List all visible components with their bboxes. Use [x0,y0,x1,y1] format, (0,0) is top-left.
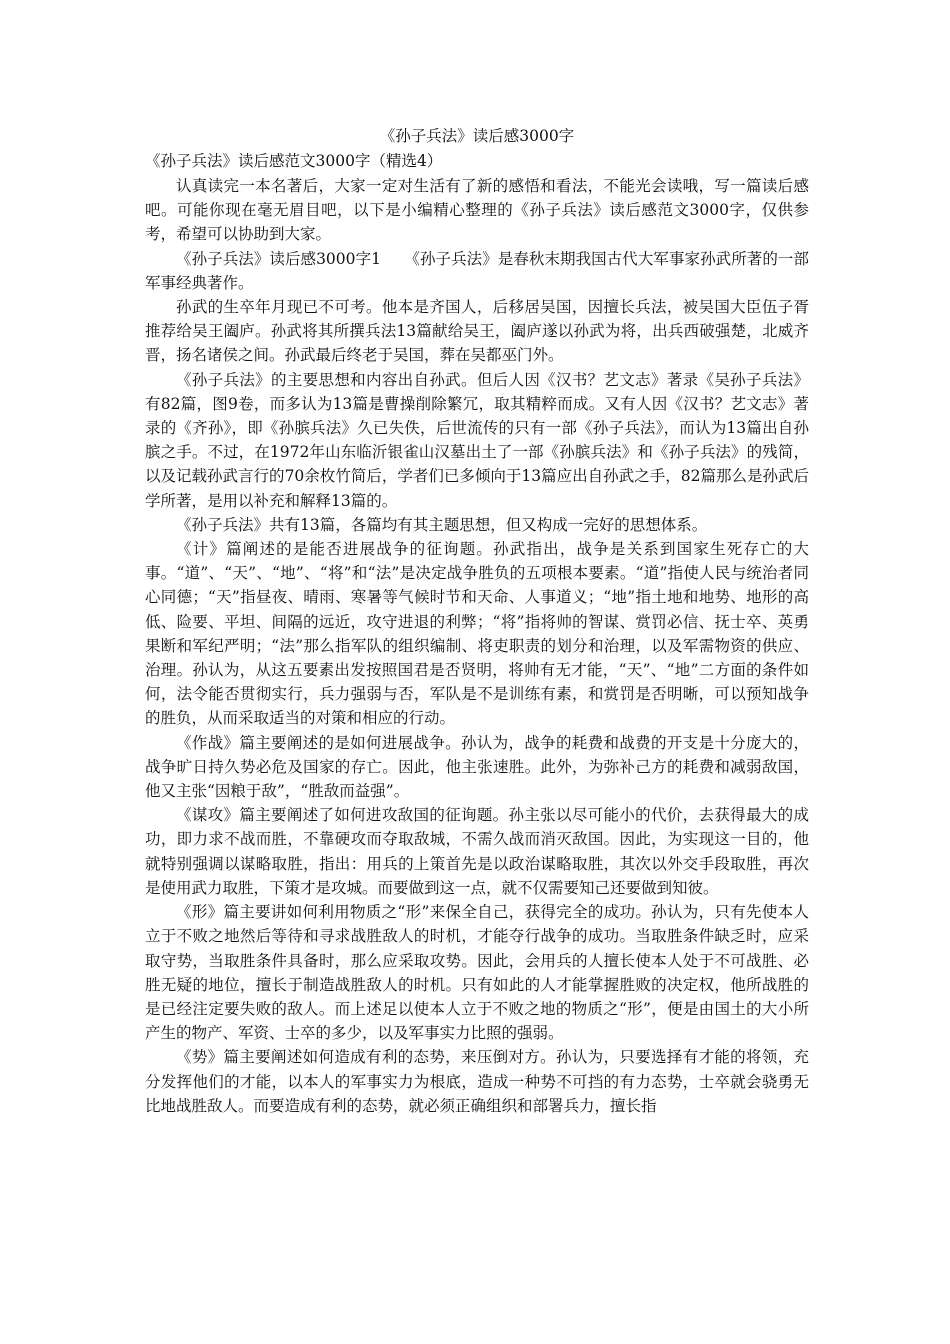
paragraph-ji-chapter: 《计》篇阐述的是能否进展战争的征询题。孙武指出，战争是关系到国家生死存亡的大事。“道”、“天”、“地”、“将”和“法”是决定战争胜负的五项根本要素。“道”指使人民与统治者同心同德；“天”指昼夜、晴雨、寒暑等气候时节和天命、人事道义；“地”指土地和地势、地形的高低、险要、平坦、间隔的远近，攻守进退的利弊；“将”指将帅的智谋、赏罚必信、抚士卒、英勇果断和军纪严明；“法”那么指军队的组织编制、将吏职责的划分和治理，以及军需物资的供应、治理。孙认为，从这五要素出发按照国君是否贤明，将帅有无才能，“天”、“地”二方面的条件如何，法令能否贯彻实行，兵力强弱与否，军队是不是训练有素，和赏罚是否明晰，可以预知战争的胜负，从而采取适当的对策和相应的行动。 [145,540,809,728]
document-title: 《孙子兵法》读后感3000字 [379,127,575,145]
document-page [145,124,809,1118]
paragraph-shi-chapter: 《势》篇主要阐述如何造成有利的态势，来压倒对方。孙认为，只要选择有才能的将领，充分发挥他们的才能，以本人的军事实力为根底，造成一种势不可挡的有力态势，士卒就会骁勇无比地战胜敌人。而要造成有利的态势，就必须正确组织和部署兵力，擅长指 [145,1048,809,1115]
document-subtitle: 《孙子兵法》读后感范文3000字（精选4） [145,152,443,170]
paragraph-intro: 认真读完一本名著后，大家一定对生活有了新的感悟和看法，不能光会读哦，写一篇读后感吧。可能你现在毫无眉目吧，以下是小编精心整理的《孙子兵法》读后感范文3000字，仅供参考，希望可以协助到大家。 [145,177,809,244]
paragraph-authorship: 《孙子兵法》的主要思想和内容出自孙武。但后人因《汉书？艺文志》著录《吴孙子兵法》有82篇，图9卷，而多认为13篇是曹操削除繁冗，取其精粹而成。又有人因《汉书？艺文志》著录的《齐孙》，即《孙膑兵法》久已失佚，后世流传的只有一部《孙子兵法》，而认为13篇出自孙膑之手。不过，在1972年山东临沂银雀山汉墓出土了一部《孙膑兵法》和《孙子兵法》的残简，以及记载孙武言行的70余枚竹简后，学者们已多倾向于13篇应出自孙武之手，82篇那么是孙武后学所著，是用以补充和解释13篇的。 [145,370,809,510]
paragraph-xing-chapter: 《形》篇主要讲如何利用物质之“形”来保全自己，获得完全的成功。孙认为，只有先使本人立于不败之地然后等待和寻求战胜敌人的时机，才能夺行战争的成功。当取胜条件缺乏时，应采取守势，当取胜条件具备时，那么应采取攻势。因此，会用兵的人擅长使本人处于不可战胜、必胜无疑的地位，擅长于制造战胜敌人的时机。只有如此的人才能掌握胜败的决定权，他所战胜的是已经注定要失败的敌人。而上述足以使本人立于不败之地的物质之“形”，便是由国土的大小所产生的物产、军资、士卒的多少，以及军事实力比照的强弱。 [145,903,809,1043]
paragraph-essay-heading: 《孙子兵法》读后感3000字1 《孙子兵法》是春秋末期我国古代大军事家孙武所著的一部军事经典著作。 [145,249,809,292]
paragraph-structure: 《孙子兵法》共有13篇，各篇均有其主题思想，但又构成一完好的思想体系。 [176,515,708,534]
paragraph-zuozhan-chapter: 《作战》篇主要阐述的是如何进展战争。孙认为，战争的耗费和战费的开支是十分庞大的，战争旷日持久势必危及国家的存亡。因此，他主张速胜。此外，为弥补己方的耗费和减弱敌国，他又主张“因粮于敌”，“胜敌而益强”。 [145,733,809,801]
paragraph-author-bio: 孙武的生卒年月现已不可考。他本是齐国人，后移居吴国，因擅长兵法，被吴国大臣伍子胥推荐给吴王阖庐。孙武将其所撰兵法13篇献给吴王，阖庐遂以孙武为将，出兵西破强楚，北威齐晋，扬名诸侯之间。孙武最后终老于吴国，葬在吴都巫门外。 [145,298,809,365]
paragraph-mougong-chapter: 《谋攻》篇主要阐述了如何进攻敌国的征询题。孙主张以尽可能小的代价，去获得最大的成功，即力求不战而胜，不靠硬攻而夺取敌城，不需久战而消灭敌国。因此，为实现这一目的，他就特别强调以谋略取胜，指出：用兵的上策首先是以政治谋略取胜，其次以外交手段取胜，再次是使用武力取胜，下策才是攻城。而要做到这一点，就不仅需要知己还要做到知彼。 [145,806,809,897]
